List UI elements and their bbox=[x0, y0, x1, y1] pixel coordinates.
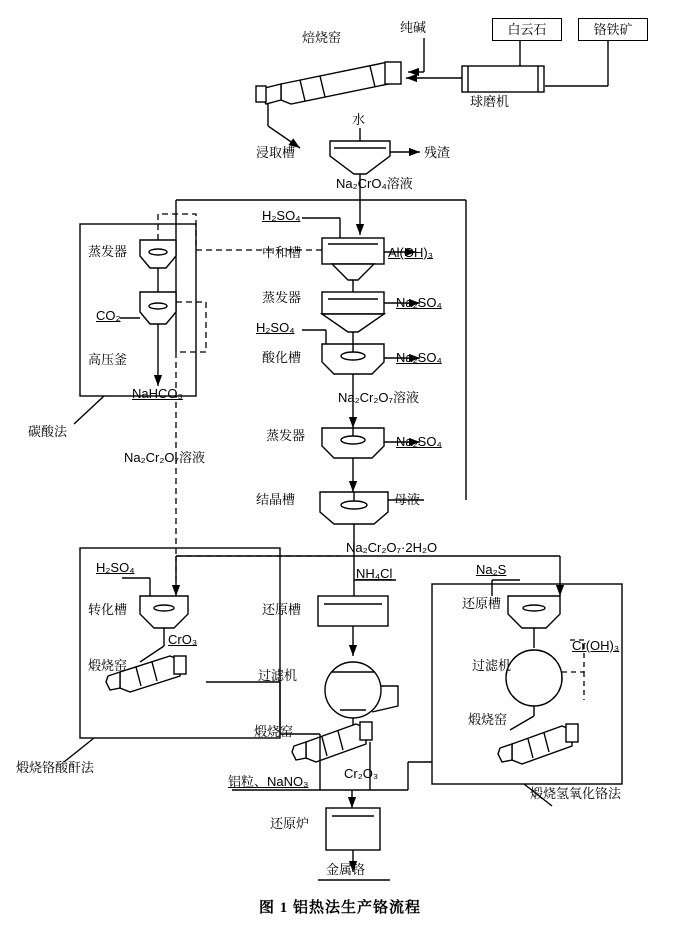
label-acidify-tank: 酸化槽 bbox=[262, 350, 302, 365]
label-evaporator-1: 蒸发器 bbox=[262, 290, 302, 305]
label-evaporator-2: 蒸发器 bbox=[266, 428, 306, 443]
label-na2s: Na₂S bbox=[476, 562, 507, 577]
label-chromite: 铬铁矿 bbox=[578, 18, 648, 41]
label-na2cr2o7-dihydrate: Na₂Cr₂O₇·2H₂O bbox=[346, 540, 438, 555]
label-h2so4-convert: H₂SO₄ bbox=[96, 560, 135, 575]
label-ball-mill: 球磨机 bbox=[470, 94, 510, 109]
label-hydroxide-method: 煅烧氢氧化铬法 bbox=[530, 786, 622, 801]
label-leach-tank: 浸取槽 bbox=[256, 145, 296, 160]
label-co2: CO₂ bbox=[96, 308, 121, 323]
label-cr2o3: Cr₂O₃ bbox=[344, 766, 379, 781]
label-na2so4-3: Na₂SO₄ bbox=[396, 434, 442, 449]
label-calcining-kiln-left: 煅烧窑 bbox=[88, 658, 128, 673]
label-filter-right: 过滤机 bbox=[472, 658, 512, 673]
label-nh4cl: NH₄Cl bbox=[356, 566, 393, 581]
label-calcining-kiln-center: 煅烧窑 bbox=[254, 724, 294, 739]
label-na2cro4-solution: Na₂CrO₄溶液 bbox=[336, 176, 413, 191]
label-reduction-tank-right: 还原槽 bbox=[462, 596, 502, 611]
label-metal-chromium: 金属铬 bbox=[326, 862, 366, 877]
label-na2cr2o7-solution: Na₂Cr₂O₇溶液 bbox=[338, 390, 420, 405]
label-calcining-kiln-right: 煅烧窑 bbox=[468, 712, 508, 727]
label-soda-ash: 纯碱 bbox=[400, 20, 427, 35]
label-roasting-kiln: 焙烧窑 bbox=[302, 30, 342, 45]
label-chromic-anhydride-method: 煅烧铬酸酐法 bbox=[16, 760, 95, 775]
label-residue: 残渣 bbox=[424, 145, 451, 160]
label-na2so4-2: Na₂SO₄ bbox=[396, 350, 442, 365]
label-dolomite: 白云石 bbox=[492, 18, 562, 41]
label-carbonate-evaporator: 蒸发器 bbox=[88, 244, 128, 259]
label-nahco3: NaHCO₃ bbox=[132, 386, 183, 401]
label-carbonate-method: 碳酸法 bbox=[28, 424, 68, 439]
label-aluminium-hydroxide: Al(OH)₃ bbox=[388, 245, 434, 260]
label-convert-tank: 转化槽 bbox=[88, 602, 128, 617]
label-water: 水 bbox=[352, 112, 366, 127]
label-h2so4-2: H₂SO₄ bbox=[256, 320, 295, 335]
label-reduction-tank-center: 还原槽 bbox=[262, 602, 302, 617]
label-filter-center: 过滤机 bbox=[258, 668, 298, 683]
label-aluminium-nano3: 铝粒、NaNO₃ bbox=[228, 774, 309, 789]
label-chromium-hydroxide: Cr(OH)₃ bbox=[572, 638, 620, 653]
label-crystallizer: 结晶槽 bbox=[256, 492, 296, 507]
label-neutralize-tank: 中和槽 bbox=[262, 245, 302, 260]
label-mother-liquor: 母液 bbox=[394, 492, 421, 507]
label-na2cr2o7-recycle: Na₂Cr₂O₇溶液 bbox=[124, 450, 206, 465]
label-cro3: CrO₃ bbox=[168, 632, 198, 647]
figure-caption: 图 1 铝热法生产铬流程 bbox=[258, 900, 421, 916]
label-na2so4-1: Na₂SO₄ bbox=[396, 295, 442, 310]
label-reduction-furnace: 还原炉 bbox=[270, 816, 310, 831]
label-autoclave: 高压釜 bbox=[88, 352, 128, 367]
label-h2so4-1: H₂SO₄ bbox=[262, 208, 301, 223]
